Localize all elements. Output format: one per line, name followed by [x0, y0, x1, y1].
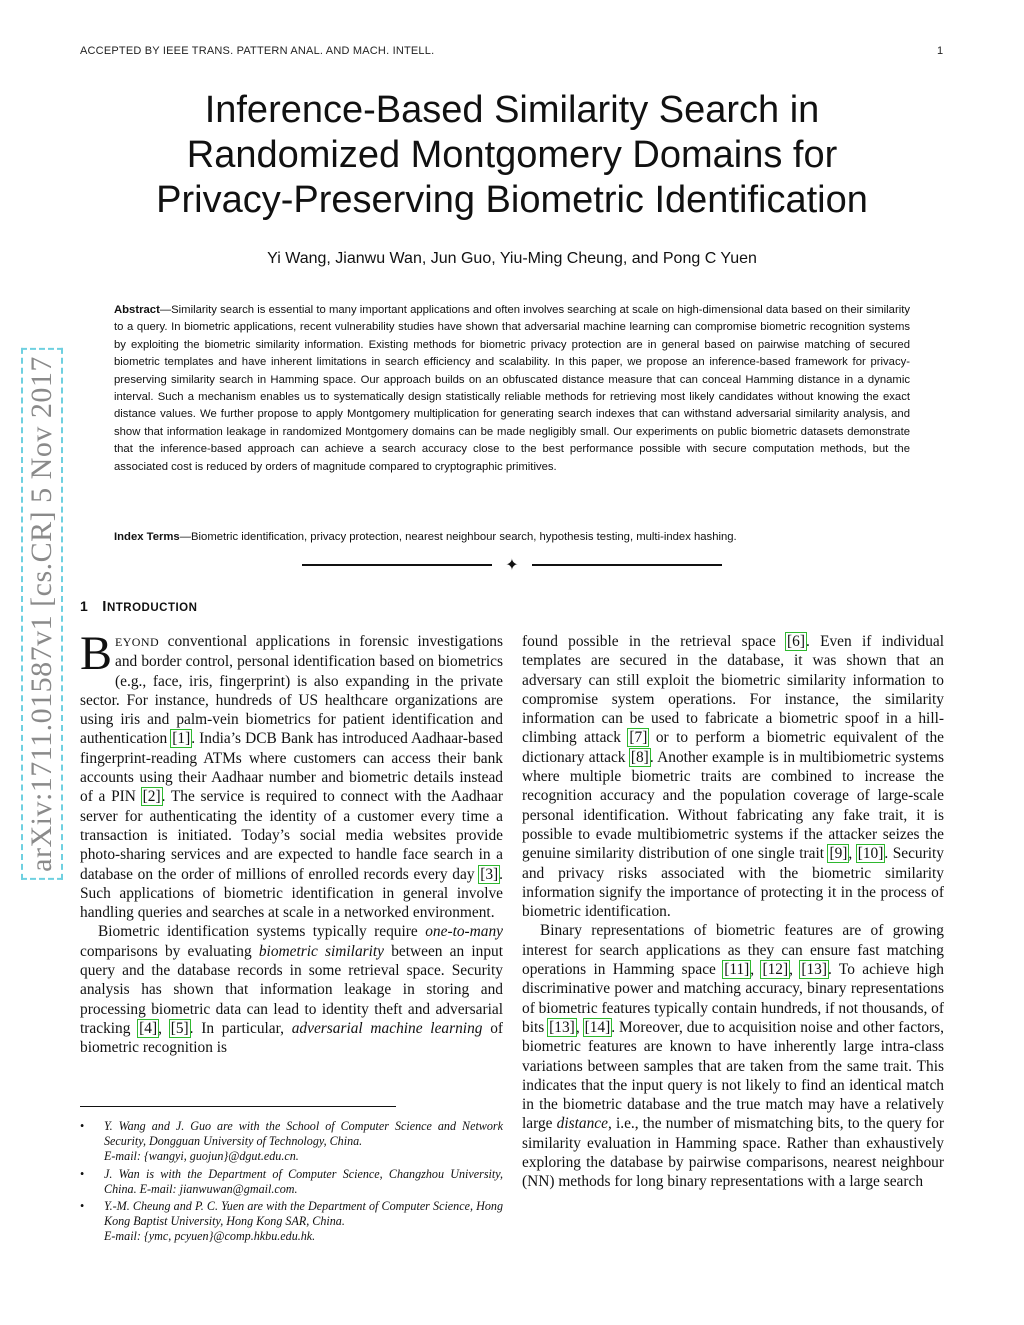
- footnote-1: [80, 1119, 503, 1165]
- text-span: . Moreover, due to acquisition noise and other factors, biometric features are known to have inherently large intra-class variations between samples that are taken from the same trait. This indicates that the input query is not likely to find an identical match in the biometric database and the true match may have a relatively large: [522, 1018, 945, 1133]
- citation-link[interactable]: [1]: [172, 730, 191, 748]
- citation-link[interactable]: [7]: [629, 729, 648, 747]
- left-column: [80, 627, 504, 1058]
- footnote-rule: [80, 1106, 396, 1107]
- text-span: ,: [789, 961, 801, 979]
- text-span: ,: [158, 1019, 170, 1037]
- citation-link[interactable]: [13]: [801, 961, 827, 979]
- citation-link[interactable]: [12]: [762, 961, 789, 979]
- text-span: . Security and privacy risks associated with the biometric similarity information signify the importance of protecting it in the process of biometric identification.: [522, 845, 944, 921]
- italic-term: biometric similarity: [258, 942, 385, 960]
- text-span: ,: [750, 961, 762, 979]
- left-paragraph-2: [80, 922, 503, 1057]
- text-span: . To achieve high discriminative power and matching accuracy, binary representations of biometric features typically contain hundreds, if not thousands, of bits: [522, 961, 944, 1036]
- text-span: . The service is required to connect with the Aadhaar server for authenticating the identity of a customer every time a transaction is initiated. Today’s social media websites provide photo-sharing services and are expected to handle face search in a database on the order of millions of enrolled records every day: [80, 788, 504, 883]
- title-line-2: Randomized Montgomery Domains for: [186, 134, 838, 176]
- citation-link[interactable]: [3]: [480, 865, 499, 883]
- running-header: ACCEPTED BY IEEE TRANS. PATTERN ANAL. AND MACH. INTELL.: [80, 45, 435, 57]
- citation-link[interactable]: [8]: [630, 748, 649, 766]
- section-number: 1: [80, 598, 89, 614]
- footnote-email: E-mail: {ymc, pcyuen}@comp.hkbu.edu.hk.: [104, 1229, 316, 1244]
- paper-title: [0, 88, 1024, 223]
- italic-term: adversarial machine learning: [291, 1019, 483, 1037]
- footnote-3: [80, 1199, 503, 1245]
- citation-link[interactable]: [2]: [142, 788, 161, 806]
- citation-link[interactable]: [4]: [139, 1019, 158, 1037]
- author-list: Yi Wang, Jianwu Wan, Jun Guo, Yiu-Ming Cheung, and Pong C Yuen: [267, 250, 757, 267]
- abstract: [114, 302, 910, 476]
- title-line-3: Privacy-Preserving Biometric Identification: [156, 179, 868, 221]
- citation-link[interactable]: [9]: [829, 845, 848, 863]
- citation-link[interactable]: [14]: [584, 1018, 611, 1036]
- text-span: found possible in the retrieval space: [522, 633, 787, 650]
- footnote-text: J. Wan is with the Department of Computer Science, Changzhou University, China. E-mail: jianwuwan@gmail.com.: [104, 1166, 503, 1196]
- citation-link[interactable]: [10]: [857, 845, 884, 863]
- arxiv-stamp[interactable]: [19, 320, 65, 908]
- divider-line-left: [302, 564, 492, 566]
- drop-cap: B: [80, 627, 113, 680]
- section-title-rest: NTRODUCTION: [106, 602, 198, 614]
- page-number: 1: [937, 45, 944, 57]
- bullet-icon: •: [80, 1199, 85, 1214]
- footnote-2: [80, 1167, 503, 1197]
- index-terms: [114, 529, 910, 546]
- divider-line-right: [532, 564, 722, 566]
- index-terms-text: —Biometric identification, privacy protection, nearest neighbour search, hypothesis testing, multi-index hashing.: [179, 531, 737, 543]
- text-span: ,: [848, 845, 857, 863]
- footnote-text: Y.-M. Cheung and P. C. Yuen are with the Department of Computer Science, Hong Kong Baptist University, Hong Kong SAR, China.: [104, 1199, 503, 1229]
- text-span: . India’s DCB Bank has introduced Aadhaar-based fingerprint-reading ATMs where customers can access their bank accounts using their Aadhaar number and biometric details instead of a PIN: [80, 730, 504, 806]
- footnote-email: E-mail: {wangyi, guojun}@dgut.edu.cn.: [104, 1149, 299, 1164]
- text-span: . Another example is in multibiometric systems where multiple biometric traits are combined to increase the recognition accuracy and the population coverage of large-scale personal identification. Without fabricating any fake trait, it is possible to evade multibiometric systems if the attacker seizes the genuine similarity distribution of one single trait: [522, 748, 944, 863]
- right-paragraph-1: [522, 632, 944, 921]
- citation-link[interactable]: [5]: [170, 1019, 189, 1037]
- bullet-icon: •: [80, 1166, 85, 1181]
- index-terms-label: Index Terms: [114, 531, 180, 543]
- right-column: [522, 632, 944, 1192]
- divider-diamond-icon: ✦: [505, 555, 519, 574]
- citation-link[interactable]: [11]: [724, 961, 750, 979]
- italic-term: distance: [556, 1115, 608, 1133]
- small-caps-lead: EYOND: [115, 635, 160, 649]
- arxiv-identifier: arXiv:1711.01587v1 [cs.CR] 5 Nov 2017: [21, 348, 63, 880]
- footnotes: [80, 1119, 503, 1247]
- section-title-first: I: [102, 598, 107, 615]
- abstract-label: Abstract: [114, 304, 160, 316]
- text-span: of biometric recognition is: [80, 1019, 504, 1057]
- text-span: ,: [575, 1018, 584, 1036]
- title-line-1: Inference-Based Similarity Search in: [204, 89, 820, 131]
- text-span: . Such applications of biometric identification in general involve handling queries and searches at scale in a networked environment.: [80, 865, 503, 922]
- footnote-text: Y. Wang and J. Guo are with the School of Computer Science and Network Security, Dongguan University of Technology, China.: [104, 1119, 503, 1149]
- text-span: conventional applications in forensic investigations and border control, personal identification based on biometrics (e.g., face, iris, fingerprint) is also expanding in the private sector. For instance, hundreds of US healthcare organizations are using iris and palm-vein biometrics for patient identification and authentication: [80, 633, 503, 748]
- text-span: . In particular,: [189, 1019, 292, 1037]
- text-span: , i.e., the number of mismatching bits, to the query for similarity evaluation in Hamming space. Rather than exhaustively exploring the database by pairwise comparisons, nearest neighbour (NN) methods for long binary representations with a large search: [522, 1115, 944, 1191]
- citation-link[interactable]: [13]: [549, 1018, 575, 1036]
- citation-link[interactable]: [6]: [787, 633, 805, 650]
- right-paragraph-2: [522, 921, 944, 1191]
- abstract-text: —Similarity search is essential to many important applications and often involves searching at scale on high-dimensional data based on their similarity to a query. In biometric applications, recent vulnerability studies have shown that adversarial machine learning can compromise biometric recognition systems by exploiting the biometric similarity information. Existing methods for biometric privacy protection are in general based on pairwise matching of secured biometric templates and have inherent limitations in search efficiency and scalability. In this paper, we propose an inference-based framework for privacy-preserving similarity search in Hamming space. Our approach builds on an obfuscated distance measure that can conceal Hamming distance in a dynamic interval. Such a mechanism enables us to systematically design statistically reliable methods for retrieving most likely candidates without knowing the exact distance values. We further propose to apply Montgomery multiplication for generating search indexes that can withstand adversarial similarity analysis, and show that information leakage in randomized Montgomery domains can be made negligibly small. Our experiments on public biometric datasets demonstrate that the inference-based approach can achieve a search accuracy close to the best performance possible with secure computation methods, but the associated cost is reduced by orders of magnitude compared to cryptographic primitives.: [114, 304, 910, 473]
- left-paragraph-1: [80, 627, 504, 922]
- text-span: . Even if individual templates are secured in the database, it was shown that an adversary can still exploit the biometric similarity information to compromise system operations. For instance, the similarity information can be used to fabricate a biometric spoof in a hill-climbing attack: [522, 633, 944, 747]
- text-span: Binary representations of biometric features are of growing interest for search applications as they can ensure fast matching operations in Hamming space: [522, 922, 944, 979]
- italic-term: one-to-many: [425, 923, 503, 941]
- bullet-icon: •: [80, 1119, 85, 1133]
- text-span: between an input query and the database records in some retrieval space. Security analysis has shown that information leakage in storing and processing biometric data can lead to identity theft and adversarial tracking: [80, 942, 503, 1037]
- text-span: comparisons by evaluating: [80, 942, 259, 960]
- text-span: or to perform a biometric equivalent of the dictionary attack: [522, 729, 944, 766]
- text-span: Biometric identification systems typically require: [98, 923, 426, 941]
- section-divider: [302, 557, 722, 573]
- section-heading: [80, 598, 197, 615]
